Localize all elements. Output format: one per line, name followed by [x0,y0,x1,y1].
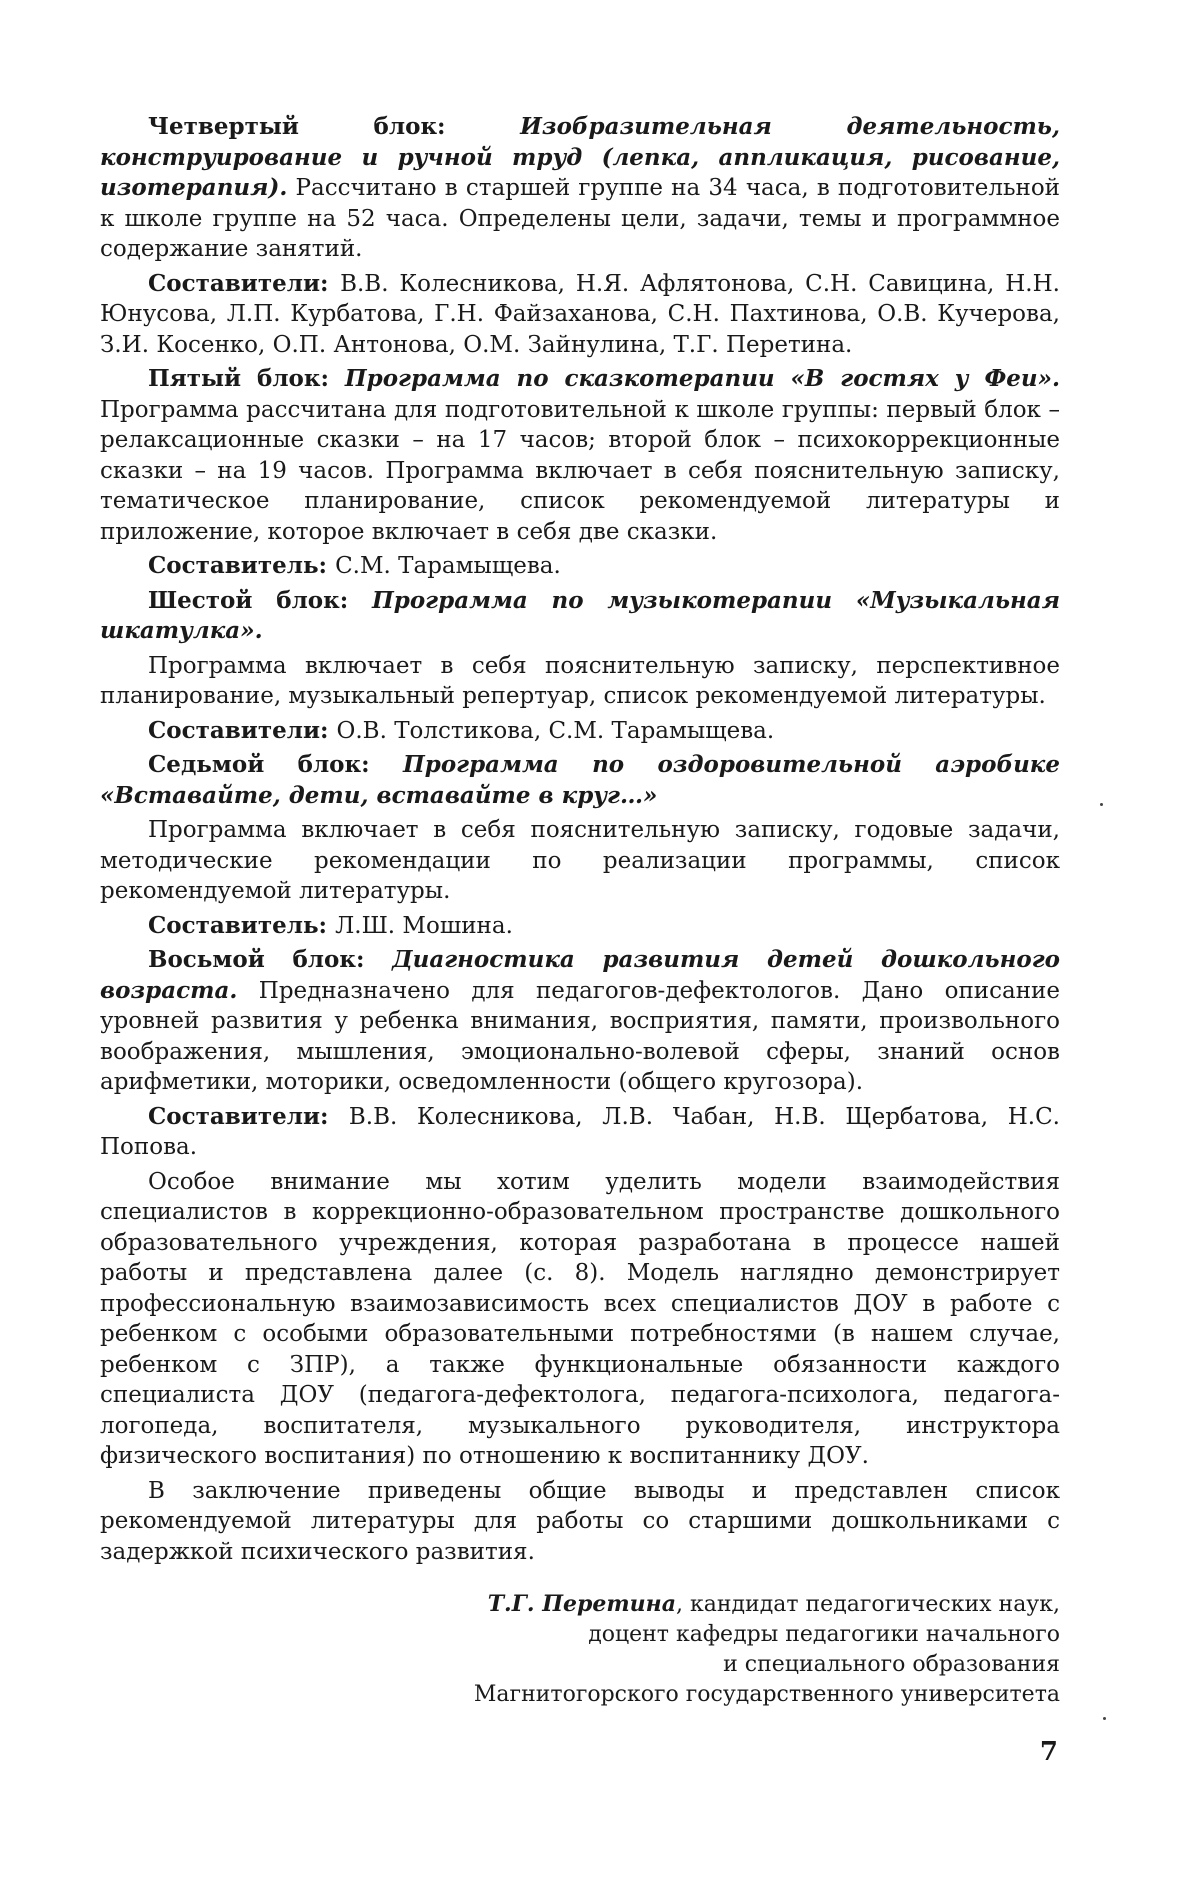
block-label: Восьмой блок: [148,946,392,973]
paragraph-block-4 [100,112,1060,265]
scan-speck [1103,1717,1106,1720]
block-label: Шестой блок: [148,587,372,614]
block-label: Седьмой блок: [148,751,403,778]
authors-text: В.В. Колесникова, Н.Я. Афлятонова, С.Н. Савицина, Н.Н. Юнусова, Л.П. Курбатова, Г.Н. Файзаханова, С.Н. Пахтинова, О.В. Кучерова, З.И. Косенко, О.П. Антонова, О.М. Зайнулина, Т.Г. Перетина. [100,271,1060,358]
paragraph-authors-8 [100,1102,1060,1163]
body-text: Особое внимание мы хотим уделить модели взаимодействия специалистов в коррекционно-образовательном пространстве дошкольного образовательного учреждения, которая разработана в процессе нашей работы и представлена далее (с. 8). Модель наглядно демонстрирует профессиональную взаимозависимость всех специалистов ДОУ в работе с ребенком с особыми образовательными потребностями (в нашем случае, ребенком с ЗПР), а также функциональные обязанности каждого специалиста ДОУ (педагога-дефектолога, педагога-психолога, педагога-логопеда, воспитателя, музыкального руководителя, инструктора физического воспитания) по отношению к воспитаннику ДОУ. [100,1169,1060,1470]
block-label: Пятый блок: [148,365,345,392]
page-body [100,112,1060,1710]
paragraph-authors-4 [100,269,1060,361]
page-number: 7 [1040,1737,1058,1767]
body-text: В заключение приведены общие выводы и представлен список рекомендуемой литературы для работы со старшими дошкольниками с задержкой психического развития. [100,1478,1060,1565]
paragraph-conclusion [100,1476,1060,1568]
scan-speck [1100,803,1103,806]
paragraph-block-7-text [100,815,1060,907]
signature-name: Т.Г. Перетина [488,1591,676,1617]
authors-text: С.М. Тарамыщева. [335,553,561,579]
authors-text: Л.Ш. Мошина. [335,913,513,939]
block-title: Диагностика развития детей дошкольного возраста. [100,946,1060,1004]
paragraph-authors-6 [100,716,1060,747]
paragraph-block-8 [100,945,1060,1098]
signature-line-4: Магнитогорского государственного университета [100,1680,1060,1710]
block-text: Рассчитано в старшей группе на 34 часа, в подготовительной к школе группе на 52 часа. Определены цели, задачи, темы и программное содержание занятий. [100,175,1060,262]
paragraph-model [100,1167,1060,1472]
paragraph-block-6-text [100,651,1060,712]
paragraph-block-6 [100,586,1060,647]
authors-label: Составители: [148,717,337,744]
authors-label: Составители: [148,270,340,297]
paragraph-authors-5 [100,551,1060,582]
authors-label: Составители: [148,1103,349,1130]
block-text: Программа включает в себя пояснительную записку, перспективное планирование, музыкальный репертуар, список рекомендуемой литературы. [100,653,1060,710]
paragraph-block-7 [100,750,1060,811]
block-text: Предназначено для педагогов-дефектологов. Дано описание уровней развития у ребенка внимания, восприятия, памяти, произвольного воображения, мышления, эмоционально-волевой сферы, знаний основ арифметики, моторики, осведомленности (общего кругозора). [100,978,1060,1096]
block-text: Программа включает в себя пояснительную записку, годовые задачи, методические рекомендации по реализации программы, список рекомендуемой литературы. [100,817,1060,904]
authors-label: Составитель: [148,552,335,579]
authors-label: Составитель: [148,912,335,939]
block-title: Программа по сказкотерапии «В гостях у Феи». [345,365,1060,392]
block-title: Программа по оздоровительной аэробике «Вставайте, дети, вставайте в круг…» [100,751,1060,809]
signature-line-3: и специального образования [100,1650,1060,1680]
block-text: Программа рассчитана для подготовительной к школе группы: первый блок – релаксационные сказки – на 17 часов; второй блок – психокоррекционные сказки – на 19 часов. Программа включает в себя пояснительную записку, тематическое планирование, список рекомендуемой литературы и приложение, которое включает в себя две сказки. [100,397,1060,545]
block-title: Программа по музыкотерапии «Музыкальная шкатулка». [100,587,1060,645]
author-signature [100,1589,1060,1710]
signature-line-2: доцент кафедры педагогики начального [100,1620,1060,1650]
signature-line-1 [100,1589,1060,1620]
block-label: Четвертый блок: [148,113,520,140]
authors-text: В.В. Колесникова, Л.В. Чабан, Н.В. Щербатова, Н.С. Попова. [100,1104,1060,1161]
authors-text: О.В. Толстикова, С.М. Тарамыщева. [337,718,775,744]
block-title: Изобразительная деятельность, конструирование и ручной труд (лепка, аппликация, рисование, изотерапия). [100,113,1060,201]
paragraph-block-5 [100,364,1060,547]
signature-title: , кандидат педагогических наук, [676,1592,1060,1617]
paragraph-authors-7 [100,911,1060,942]
